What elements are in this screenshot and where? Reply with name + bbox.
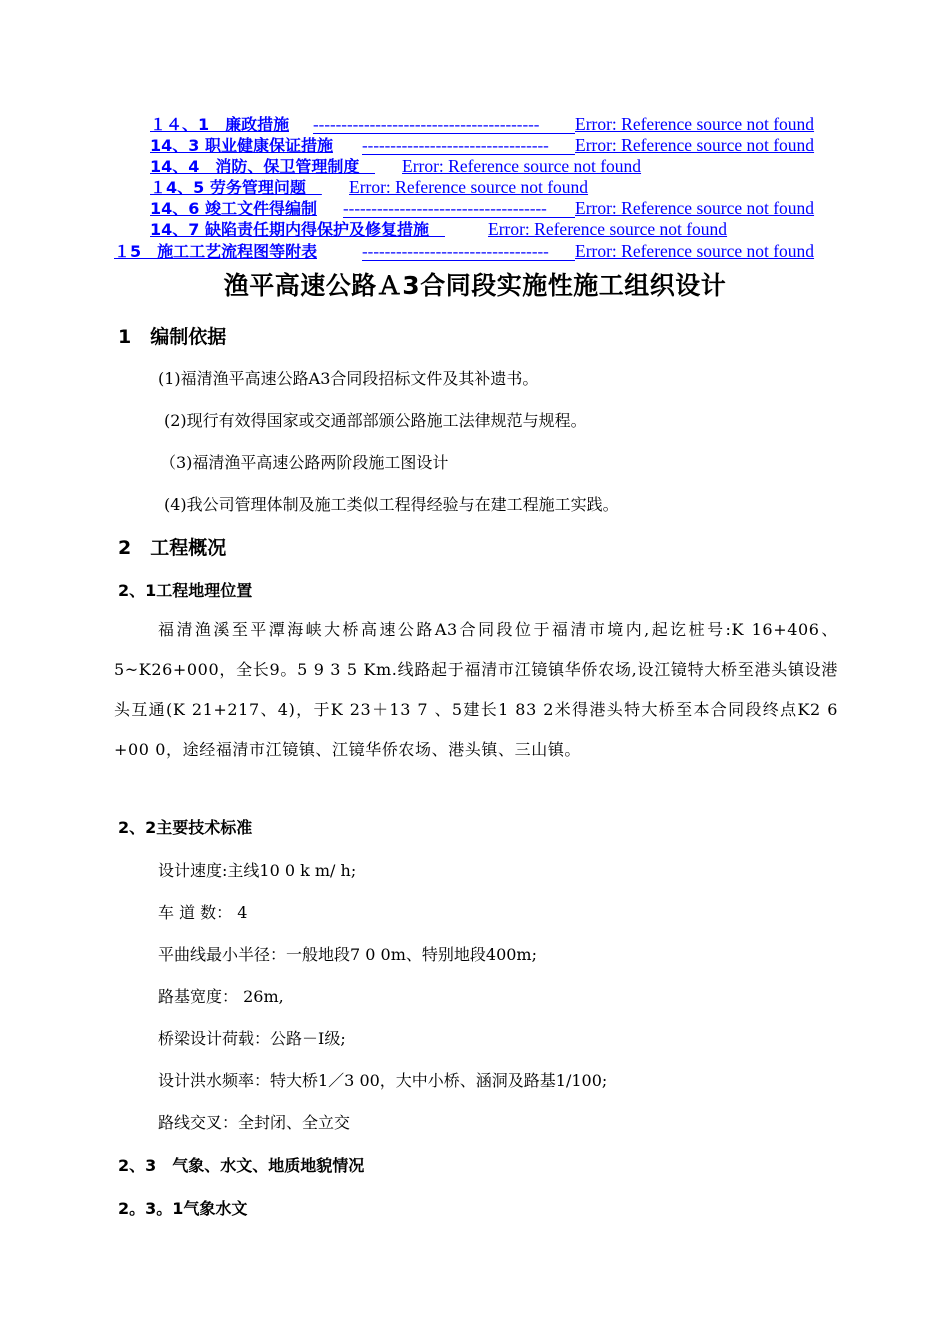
standard-item-lanes: 车 道 数： 4 bbox=[158, 903, 248, 922]
basis-item-4: (4)我公司管理体制及施工类似工程得经验与在建工程施工实践。 bbox=[164, 495, 619, 514]
location-paragraph: 福清渔溪至平潭海峡大桥高速公路A3合同段位于福清市境内,起讫桩号:K 16+406、 5~K26+000，全长9。5 9 3 5 Km.线路起于福清市江镜镇华侨农场,设江镜特大桥至港头镇设港头互通(K 21+217、4)，于K 23＋13 7 、5建长1 83 2米得港头特大桥至本合同段终点K2 6 +00 0，途经福清市江镜镇、江镜华侨农场、港头镇、三山镇。 bbox=[114, 620, 838, 759]
section-1-heading: 1 编制依据 bbox=[118, 326, 227, 348]
standard-item-bridge-load: 桥梁设计荷载：公路－Ⅰ级; bbox=[158, 1029, 346, 1048]
toc-leader-dashes: ------------------------------------ bbox=[343, 198, 575, 218]
section-2-2-heading: 2、2主要技术标准 bbox=[118, 818, 253, 837]
toc-entry-label[interactable]: １４、1 廉政措施 bbox=[150, 115, 290, 134]
toc-entry-label[interactable]: 14、3 职业健康保证措施 bbox=[150, 136, 333, 155]
toc-error-text[interactable]: Error: Reference source not found bbox=[349, 177, 589, 197]
toc-error-text[interactable]: Error: Reference source not found bbox=[575, 135, 815, 155]
section-2-3-1-heading: 2。3。1气象水文 bbox=[118, 1199, 248, 1218]
toc-entry-label[interactable]: １5 施工工艺流程图等附表 bbox=[114, 242, 318, 261]
basis-item-1: (1)福清渔平高速公路A3合同段招标文件及其补遗书。 bbox=[158, 369, 539, 388]
toc-entry-label[interactable]: 14、7 缺陷责任期内得保护及修复措施 bbox=[150, 220, 445, 239]
standard-item-speed: 设计速度:主线10 0 k m/ h; bbox=[158, 861, 357, 880]
standard-item-flood-frequency: 设计洪水频率：特大桥1／3 00，大中小桥、涵洞及路基1/100; bbox=[158, 1071, 608, 1090]
toc-error-text[interactable]: Error: Reference source not found bbox=[402, 156, 642, 176]
toc-leader-dashes: --------------------------------- bbox=[362, 135, 575, 155]
basis-item-2: (2)现行有效得国家或交通部部颁公路施工法律规范与规程。 bbox=[164, 411, 587, 430]
toc-entry-label[interactable]: 14、6 竣工文件得编制 bbox=[150, 199, 317, 218]
standard-item-roadbed-width: 路基宽度： 26m, bbox=[158, 987, 284, 1006]
toc-entry-label[interactable]: 14、4 消防、保卫管理制度 bbox=[150, 157, 376, 176]
toc-error-text[interactable]: Error: Reference source not found bbox=[575, 241, 815, 261]
standard-item-crossing: 路线交叉：全封闭、全立交 bbox=[158, 1113, 351, 1132]
standard-item-curve-radius: 平曲线最小半径：一般地段7 0 0m、特别地段400m; bbox=[158, 945, 537, 964]
section-2-heading: 2 工程概况 bbox=[118, 537, 227, 559]
toc-error-text[interactable]: Error: Reference source not found bbox=[488, 219, 728, 239]
basis-item-3: （3)福清渔平高速公路两阶段施工图设计 bbox=[160, 453, 449, 472]
toc-leader-dashes: ---------------------------------------- bbox=[313, 114, 575, 134]
section-2-1-heading: 2、1工程地理位置 bbox=[118, 581, 253, 600]
section-2-3-heading: 2、3 气象、水文、地质地貌情况 bbox=[118, 1156, 365, 1175]
toc-error-text[interactable]: Error: Reference source not found bbox=[575, 198, 815, 218]
toc-leader-dashes: --------------------------------- bbox=[362, 241, 575, 261]
document-title: 渔平高速公路Ａ3合同段实施性施工组织设计 bbox=[223, 271, 727, 300]
toc-entry-label[interactable]: １4、5 劳务管理问题 bbox=[150, 178, 322, 197]
toc-error-text[interactable]: Error: Reference source not found bbox=[575, 114, 815, 134]
